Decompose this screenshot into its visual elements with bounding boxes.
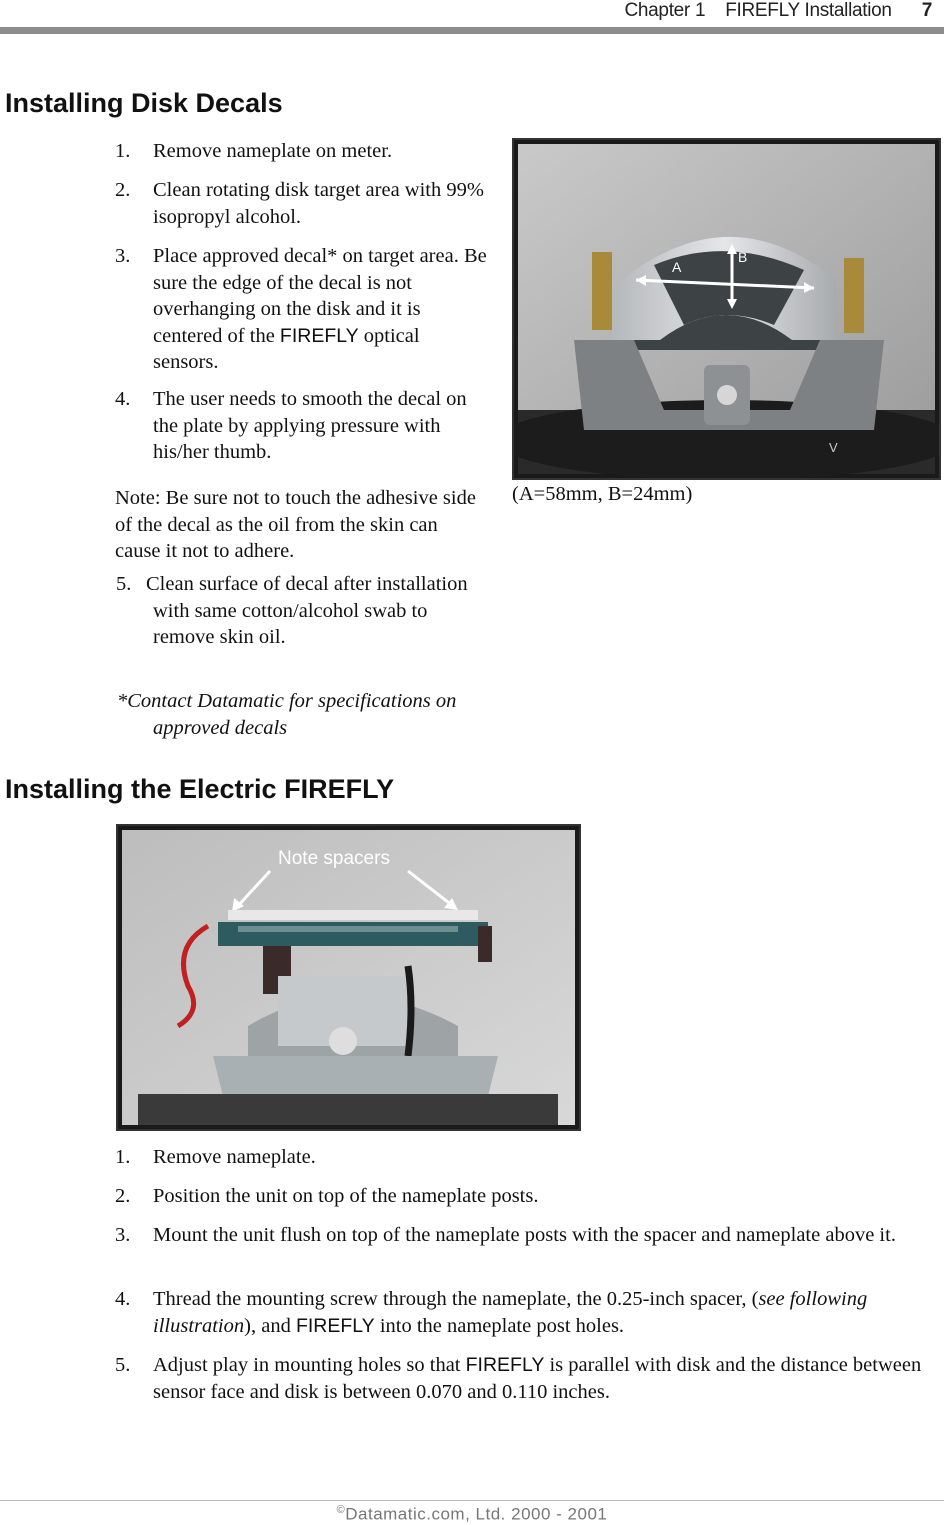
step-number: 3. [115, 245, 131, 267]
dimension-label-a: A [672, 259, 682, 275]
step-text: Thread the mounting screw through the nameplate, the 0.25-inch spacer, (see following illustration), and FIREFLY into the nameplate post holes. [153, 1288, 868, 1337]
decal-footnote: *Contact Datamatic for specifications on approved decals [117, 690, 457, 739]
running-header [624, 0, 932, 26]
step-number: 4. [115, 388, 131, 410]
firefly-brand: FIREFLY [465, 1354, 545, 1376]
step-text: Remove nameplate. [153, 1146, 316, 1168]
page-number: 7 [921, 0, 932, 21]
adhesive-note: Note: Be sure not to touch the adhesive side of the decal as the oil from the skin can cause it not to adhere. [115, 487, 476, 562]
copyright-symbol: © [336, 1504, 346, 1516]
marker-label-v: V [829, 440, 838, 455]
disk-photo-caption: (A=58mm, B=24mm) [512, 483, 693, 505]
disk-decal-photo [512, 138, 941, 480]
electric-firefly-photo [116, 824, 581, 1131]
chapter-label: Chapter 1 [624, 0, 706, 21]
step-text: Position the unit on top of the nameplate posts. [153, 1185, 539, 1207]
illustration-reference: see following illustration [153, 1288, 868, 1337]
note-spacers-label: Note spacers [278, 848, 390, 869]
disk-decal-illustration [514, 140, 939, 478]
step-number: 1. [115, 1146, 131, 1168]
copyright-footer [0, 1504, 944, 1525]
section-title-electric-firefly: Installing the Electric FIREFLY [5, 774, 395, 804]
copyright-text: Datamatic.com, Ltd. 2000 - 2001 [345, 1504, 608, 1524]
step-text: The user needs to smooth the decal on the plate by applying pressure with his/her thumb. [153, 388, 467, 463]
step-number: 1. [115, 140, 131, 162]
step-text: Clean surface of decal after installation with same cotton/alcohol swab to remove skin oil. [146, 573, 468, 648]
step-number: 4. [115, 1288, 131, 1310]
section-title-disk-decals: Installing Disk Decals [5, 88, 283, 118]
electric-firefly-illustration [118, 826, 579, 1129]
firefly-brand: FIREFLY [295, 1314, 375, 1337]
step-text: Clean rotating disk target area with 99% isopropyl alcohol. [153, 179, 484, 228]
footer-rule [0, 1500, 944, 1501]
firefly-brand: FIREFLY [279, 324, 359, 347]
step-text: Adjust play in mounting holes so that FIREFLY is parallel with disk and the distance between sensor face and disk is between 0.070 and 0.110 inches. [153, 1354, 922, 1403]
step-number: 5. [115, 1354, 131, 1376]
dimension-label-b: B [738, 249, 748, 265]
step-text: Mount the unit flush on top of the nameplate posts with the spacer and nameplate above it. [153, 1224, 896, 1246]
step-number: 3. [115, 1224, 131, 1246]
header-rule [0, 27, 944, 34]
step-text: Place approved decal* on target area. Be sure the edge of the decal is not overhanging on the disk and it is centered of the FIREFLY optical sensors. [153, 245, 487, 373]
step-number: 2. [115, 1185, 131, 1207]
step-number: 2. [115, 179, 131, 201]
section-label: FIREFLY Installation [725, 0, 892, 21]
step-text: Remove nameplate on meter. [153, 140, 393, 162]
step-number: 5. [116, 573, 132, 595]
